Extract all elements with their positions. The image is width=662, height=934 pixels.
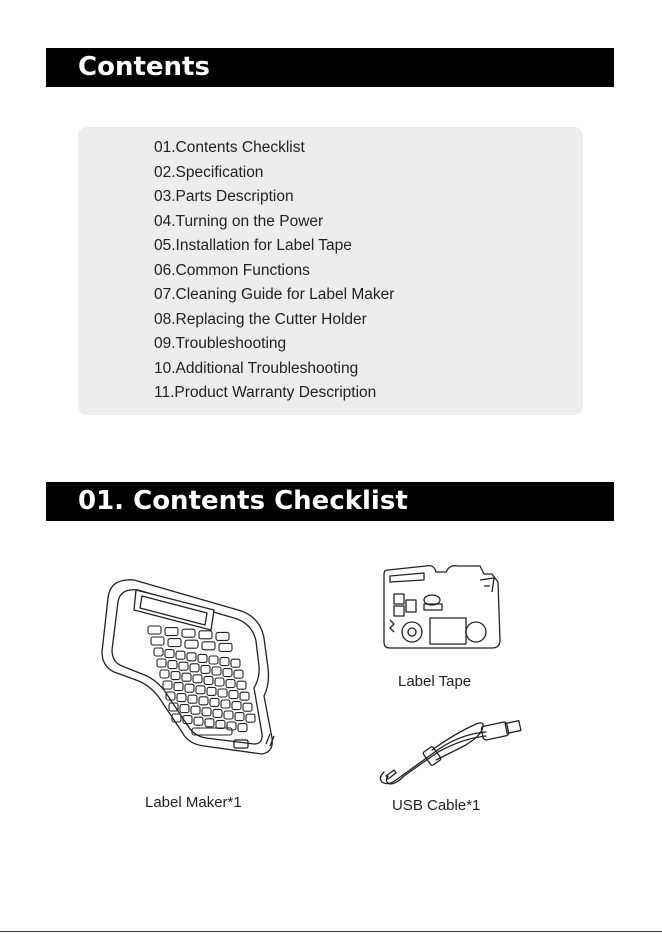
key-icon [171,672,180,680]
label-maker-illustration [96,568,286,768]
key-icon [231,659,240,667]
toc-item: 02.Specification [154,163,264,181]
key-icon [204,676,213,684]
key-icon [180,705,189,713]
key-icon [246,714,255,722]
key-icon [209,656,218,664]
toc-item: 03.Parts Description [154,188,294,205]
key-icon [148,626,161,634]
key-icon [243,703,252,711]
contents-title: Contents [78,52,210,82]
key-icon [157,659,166,667]
key-icon [191,706,200,714]
toc-item: 01.Contents Checklist [154,139,305,156]
key-icon [165,628,178,636]
key-icon [182,629,195,637]
key-icon [182,673,191,681]
key-icon [220,658,229,666]
label-tape-illustration [380,560,510,660]
key-icon [205,719,214,727]
space-key-icon [192,728,232,735]
key-icon [224,711,233,719]
toc-item: 06.Common Functions [154,261,310,279]
key-icon [221,700,230,708]
key-icon [229,691,238,699]
key-icon [185,640,198,648]
toc-item: 05.Installation for Label Tape [154,237,352,254]
key-icon [177,694,186,702]
label-maker-screen [134,590,214,630]
key-icon [216,720,225,728]
key-icon [240,692,249,700]
toc-list [154,136,394,406]
label-maker-keypad [148,626,255,735]
key-icon [216,632,229,640]
key-icon [168,661,177,669]
checklist-header [46,482,614,521]
key-icon [219,643,232,651]
key-icon [193,675,202,683]
checklist-title: 01. Contents Checklist [78,486,408,516]
key-icon [174,683,183,691]
key-icon [232,702,241,710]
contents-header [46,48,614,87]
key-icon [151,637,164,645]
toc-item: 10.Additional Troubleshooting [154,359,359,377]
key-icon [237,681,246,689]
key-icon [202,708,211,716]
key-icon [210,698,219,706]
key-icon [238,724,247,732]
key-icon [190,664,199,672]
key-icon [226,680,235,688]
key-icon [234,670,243,678]
key-icon [165,650,174,658]
key-icon [168,639,181,647]
toc-item: 07.Cleaning Guide for Label Maker [154,286,395,303]
page-bottom-rule [0,931,662,932]
usb-cable-illustration [374,708,526,790]
toc-item: 08.Replacing the Cutter Holder [154,310,367,328]
key-icon [187,653,196,661]
toc-item: 09.Troubleshooting [154,335,287,352]
key-icon [202,642,215,650]
key-icon [163,681,172,689]
key-icon [215,678,224,686]
key-icon [199,697,208,705]
key-icon [160,670,169,678]
toc-item: 04.Turning on the Power [154,212,324,230]
usb-cable-caption: USB Cable*1 [392,797,481,814]
key-icon [198,654,207,662]
key-icon [194,717,203,725]
key-icon [185,684,194,692]
key-icon [218,689,227,697]
key-icon [201,665,210,673]
key-icon [154,648,163,656]
table-of-contents [78,127,583,415]
toc-item: 11.Product Warranty Description [154,384,377,401]
key-icon [196,686,205,694]
key-icon [179,662,188,670]
label-maker-caption: Label Maker*1 [145,794,242,811]
key-icon [235,713,244,721]
label-tape-caption: Label Tape [398,673,472,690]
key-icon [199,631,212,639]
key-icon [207,687,216,695]
key-icon [176,651,185,659]
key-icon [188,695,197,703]
key-icon [212,667,221,675]
key-icon [223,669,232,677]
key-icon [213,709,222,717]
